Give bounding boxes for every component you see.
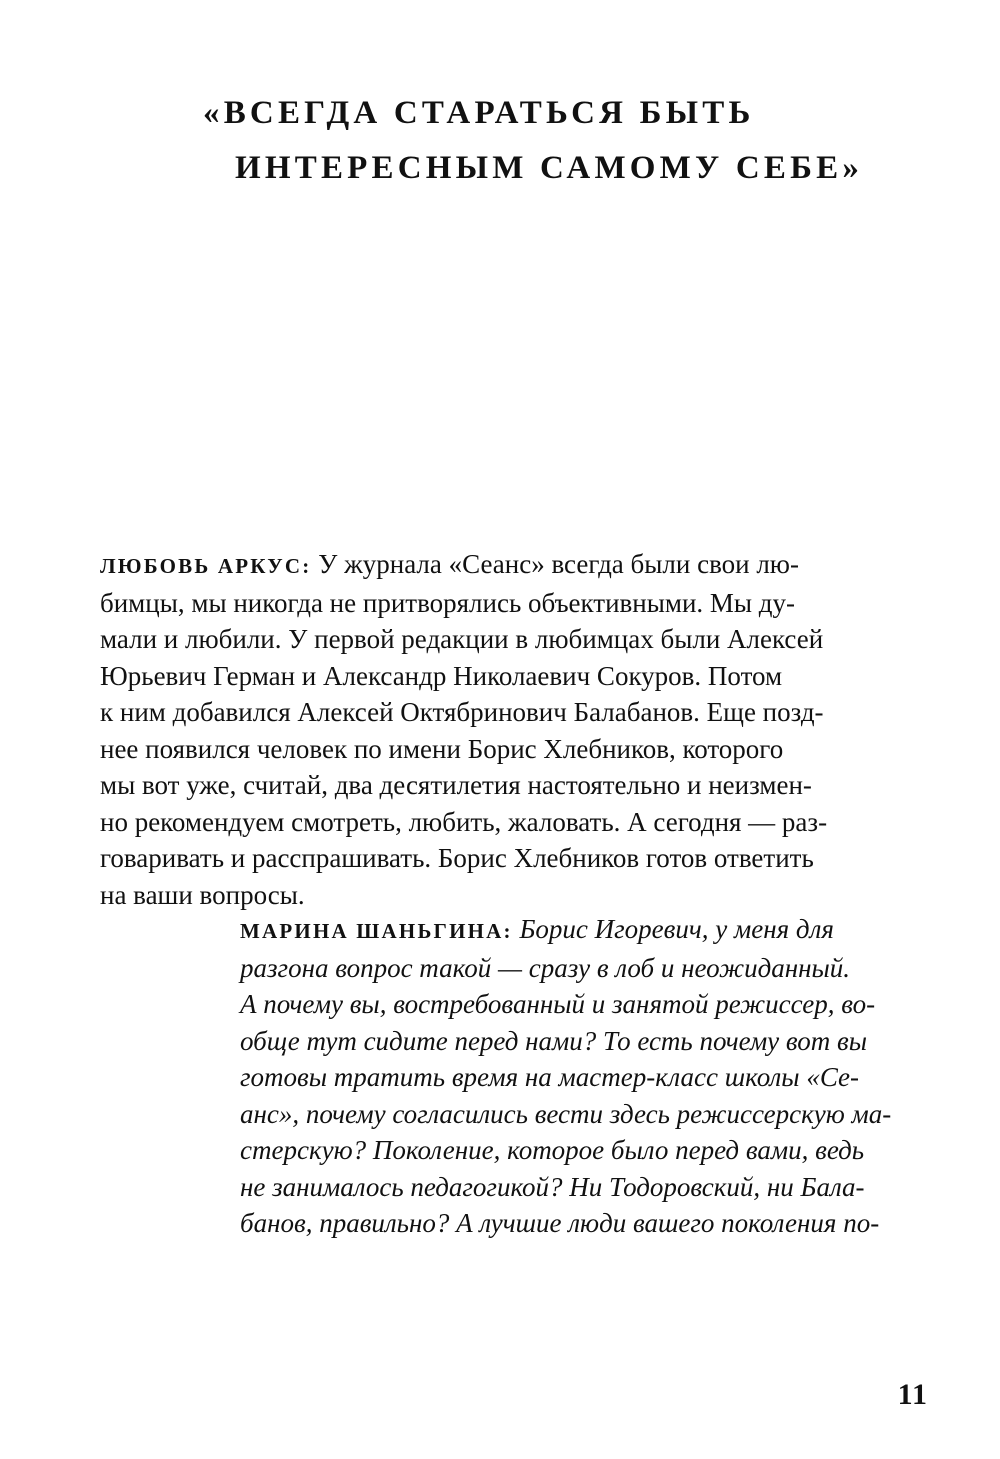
text-line: А почему вы, востребованный и занятой режиссер, во- bbox=[240, 989, 876, 1019]
paragraph-shangina bbox=[240, 911, 891, 1242]
text-line: Юрьевич Герман и Александр Николаевич Сокуров. Потом bbox=[100, 660, 783, 691]
text-line: говаривать и расспрашивать. Борис Хлебников готов ответить bbox=[100, 843, 814, 873]
text-line: мали и любили. У первой редакции в любимцах были Алексей bbox=[100, 624, 824, 654]
text-line: нее появился человек по имени Борис Хлебников, которого bbox=[100, 733, 784, 764]
text-line: разгона вопрос такой — сразу в лоб и неожиданный. bbox=[240, 952, 851, 983]
text-line: МАРИНА ШАНЬГИНА: Борис Игоревич, у меня для bbox=[240, 914, 834, 944]
text-line: мы вот уже, считай, два десятилетия настоятельно и неизмен- bbox=[100, 770, 812, 800]
text-line: но рекомендуем смотреть, любить, жаловать. А сегодня — раз- bbox=[100, 806, 828, 837]
text-line: анс», почему согласились вести здесь режиссерскую ма- bbox=[240, 1098, 892, 1129]
text-line: ЛЮБОВЬ АРКУС: У журнала «Сеанс» всегда были свои лю- bbox=[100, 549, 799, 579]
chapter-title-line-1: «ВСЕГДА СТАРАТЬСЯ БЫТЬ bbox=[203, 95, 755, 131]
text-line: бимцы, мы никогда не притворялись объективными. Мы ду- bbox=[100, 587, 796, 618]
text-line: на ваши вопросы. bbox=[100, 879, 305, 910]
speaker-name: МАРИНА ШАНЬГИНА: bbox=[240, 919, 513, 943]
text-line: стерскую? Поколение, которое было перед вами, ведь bbox=[240, 1135, 865, 1165]
text-line: готовы тратить время на мастер-класс школы «Се- bbox=[240, 1062, 859, 1092]
text-line: банов, правильно? А лучшие люди вашего поколения по- bbox=[240, 1208, 880, 1238]
text-line: к ним добавился Алексей Октябринович Балабанов. Еще позд- bbox=[100, 697, 824, 727]
page-number: 11 bbox=[897, 1378, 928, 1411]
text-line: не занималось педагогикой? Ни Тодоровский, ни Бала- bbox=[240, 1171, 865, 1202]
chapter-title-line-2: ИНТЕРЕСНЫМ САМОМУ СЕБЕ» bbox=[235, 150, 864, 186]
text-line: обще тут сидите перед нами? То есть почему вот вы bbox=[240, 1025, 868, 1056]
speaker-name: ЛЮБОВЬ АРКУС: bbox=[100, 554, 312, 578]
paragraph-arkus bbox=[100, 546, 827, 913]
